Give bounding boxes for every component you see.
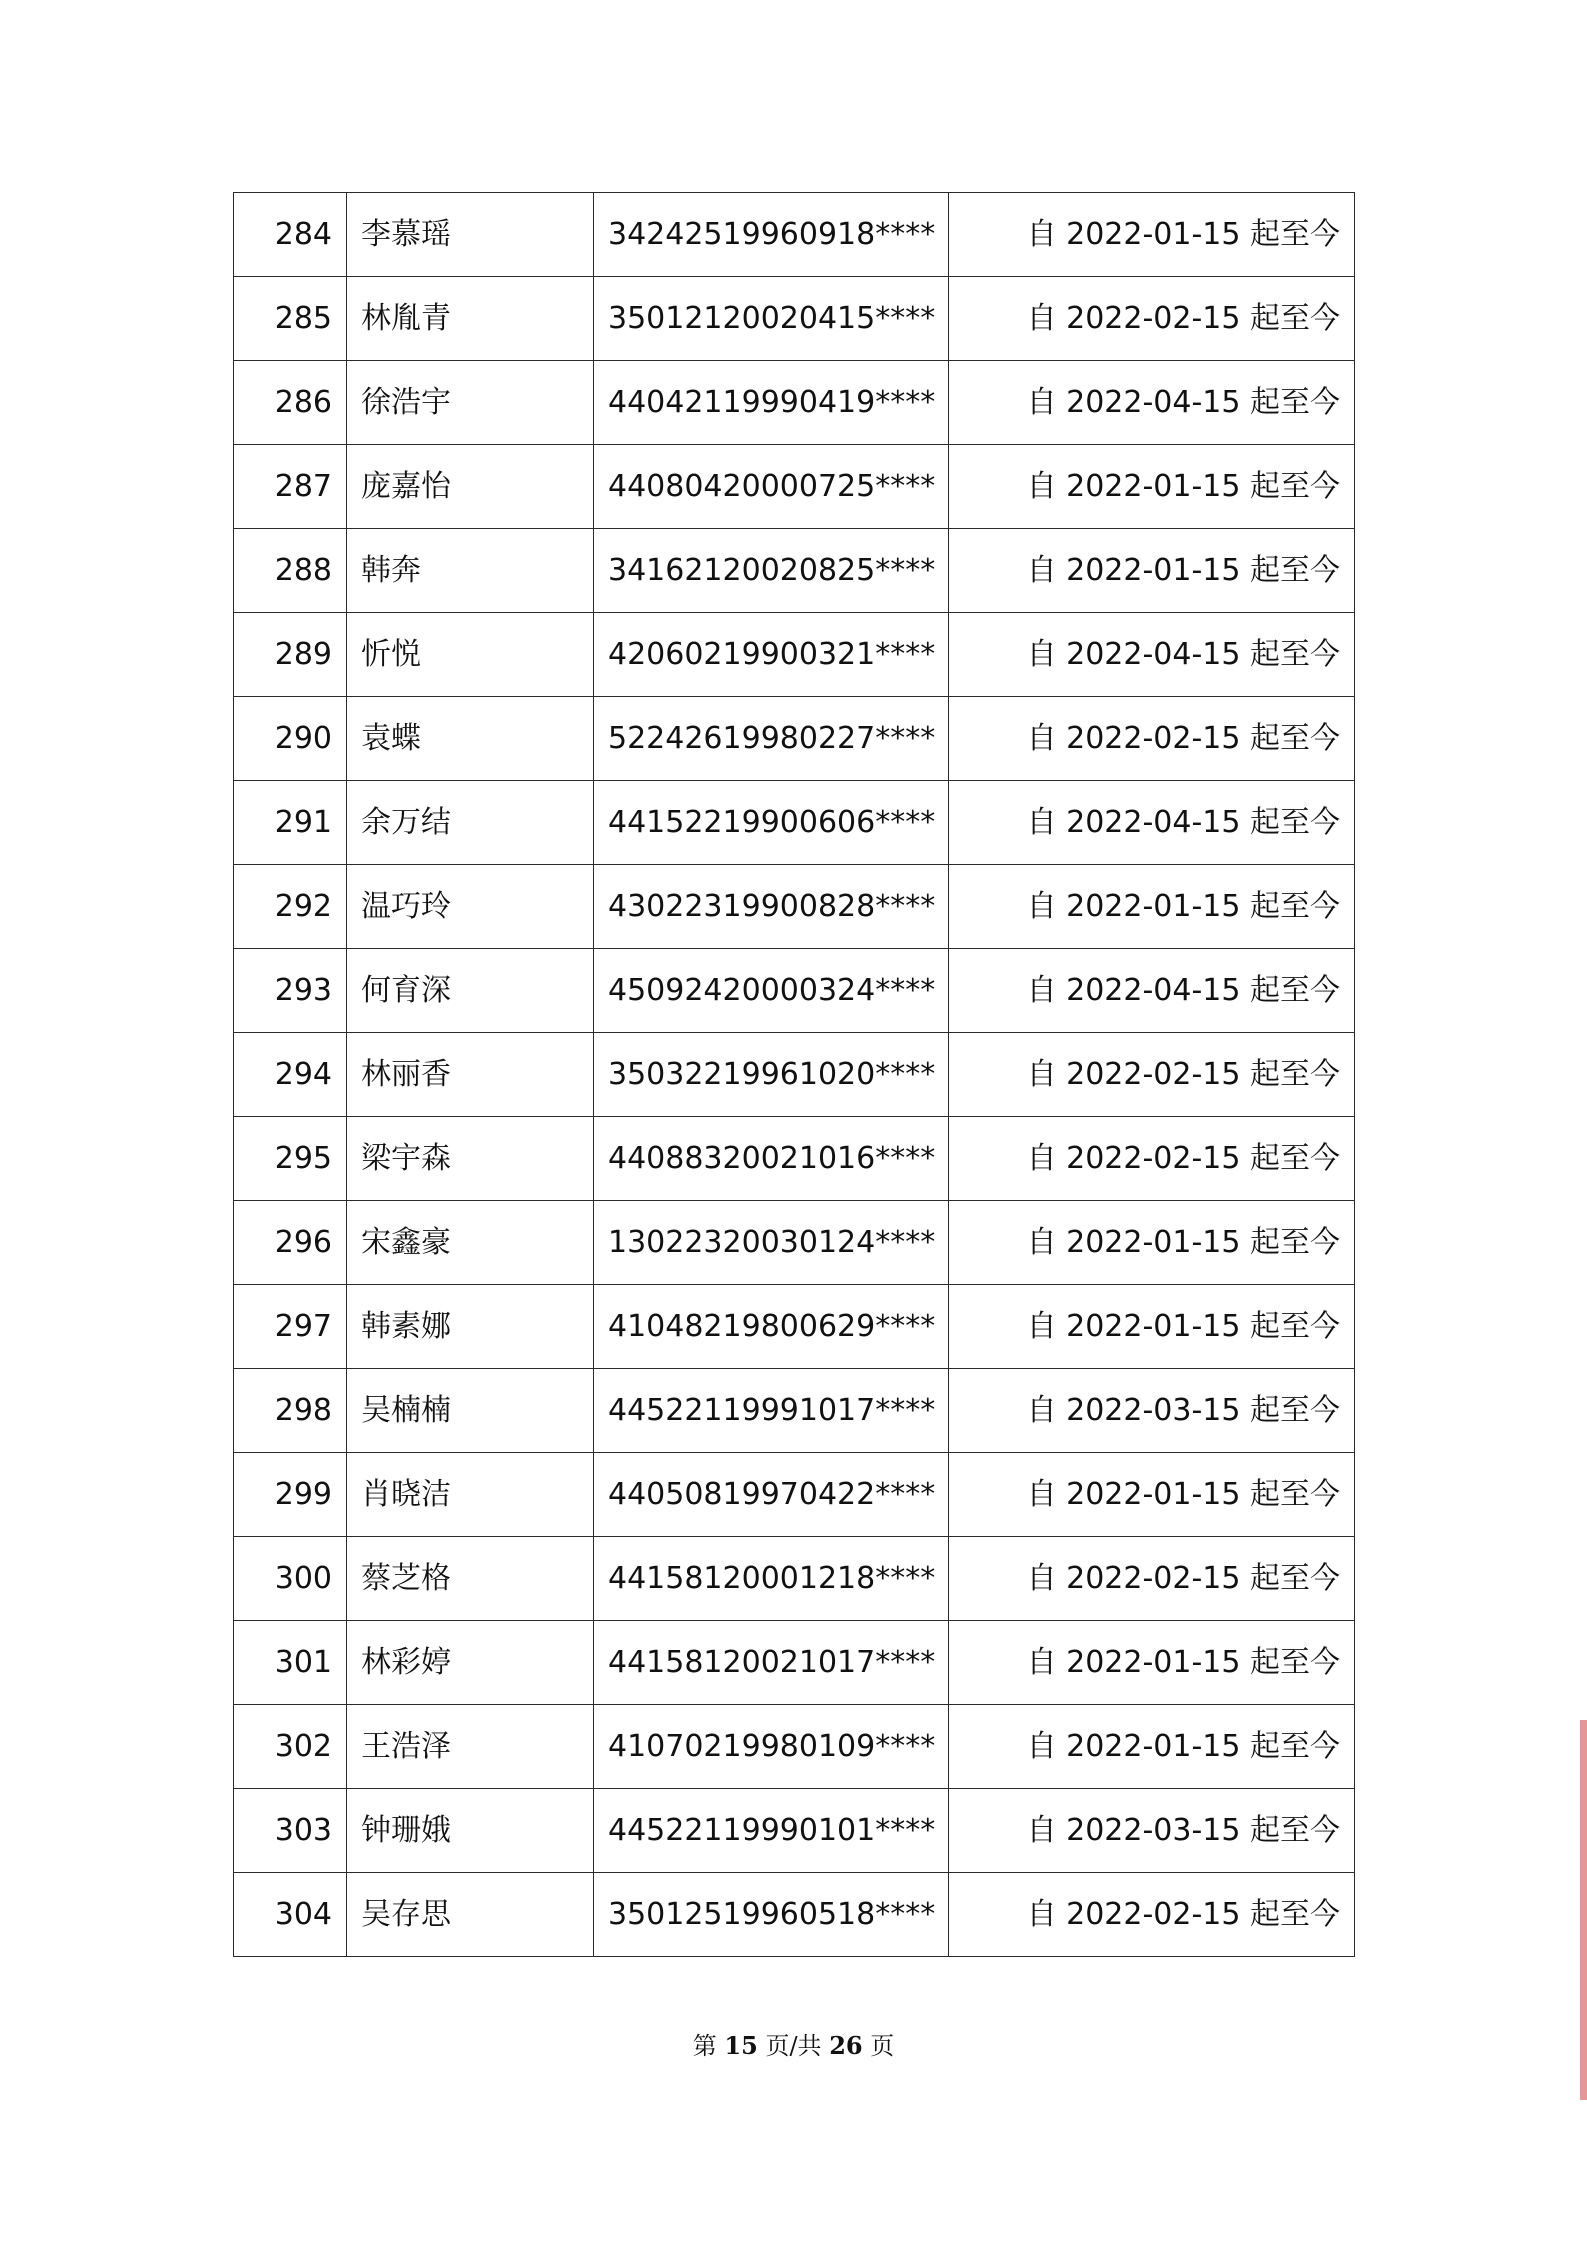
person-name: 袁蝶 (347, 697, 594, 781)
row-number: 289 (234, 613, 347, 697)
id-number: 42060219900321**** (594, 613, 949, 697)
table-row (234, 1033, 1355, 1117)
table-row (234, 1537, 1355, 1621)
person-name: 宋鑫豪 (347, 1201, 594, 1285)
id-number: 44088320021016**** (594, 1117, 949, 1201)
period-text: 自 2022-01-15 起至今 (949, 193, 1355, 277)
id-number: 13022320030124**** (594, 1201, 949, 1285)
row-number: 285 (234, 277, 347, 361)
period-text: 自 2022-04-15 起至今 (949, 361, 1355, 445)
period-text: 自 2022-01-15 起至今 (949, 1705, 1355, 1789)
period-text: 自 2022-01-15 起至今 (949, 1285, 1355, 1369)
period-text: 自 2022-01-15 起至今 (949, 865, 1355, 949)
roster-table (233, 192, 1355, 1957)
period-text: 自 2022-02-15 起至今 (949, 1873, 1355, 1957)
id-number: 41048219800629**** (594, 1285, 949, 1369)
row-number: 296 (234, 1201, 347, 1285)
period-text: 自 2022-01-15 起至今 (949, 1621, 1355, 1705)
row-number: 292 (234, 865, 347, 949)
row-number: 302 (234, 1705, 347, 1789)
footer-prefix: 第 (692, 2032, 717, 2060)
period-text: 自 2022-01-15 起至今 (949, 529, 1355, 613)
person-name: 韩素娜 (347, 1285, 594, 1369)
period-text: 自 2022-02-15 起至今 (949, 1033, 1355, 1117)
table-row (234, 613, 1355, 697)
person-name: 韩奔 (347, 529, 594, 613)
id-number: 44050819970422**** (594, 1453, 949, 1537)
person-name: 林胤青 (347, 277, 594, 361)
footer-suffix: 页 (870, 2032, 895, 2060)
table-row (234, 865, 1355, 949)
period-text: 自 2022-01-15 起至今 (949, 1201, 1355, 1285)
table-row (234, 529, 1355, 613)
id-number: 34162120020825**** (594, 529, 949, 613)
id-number: 52242619980227**** (594, 697, 949, 781)
person-name: 庞嘉怡 (347, 445, 594, 529)
row-number: 303 (234, 1789, 347, 1873)
table-row (234, 1705, 1355, 1789)
row-number: 286 (234, 361, 347, 445)
row-number: 284 (234, 193, 347, 277)
period-text: 自 2022-03-15 起至今 (949, 1369, 1355, 1453)
row-number: 299 (234, 1453, 347, 1537)
period-text: 自 2022-02-15 起至今 (949, 697, 1355, 781)
row-number: 298 (234, 1369, 347, 1453)
id-number: 35012120020415**** (594, 277, 949, 361)
period-text: 自 2022-01-15 起至今 (949, 1453, 1355, 1537)
footer-total-pages: 26 (829, 2031, 863, 2060)
period-text: 自 2022-04-15 起至今 (949, 613, 1355, 697)
period-text: 自 2022-01-15 起至今 (949, 445, 1355, 529)
table-row (234, 1369, 1355, 1453)
row-number: 290 (234, 697, 347, 781)
row-number: 297 (234, 1285, 347, 1369)
id-number: 44152219900606**** (594, 781, 949, 865)
period-text: 自 2022-03-15 起至今 (949, 1789, 1355, 1873)
id-number: 35032219961020**** (594, 1033, 949, 1117)
person-name: 肖晓洁 (347, 1453, 594, 1537)
person-name: 余万结 (347, 781, 594, 865)
row-number: 288 (234, 529, 347, 613)
person-name: 温巧玲 (347, 865, 594, 949)
id-number: 35012519960518**** (594, 1873, 949, 1957)
person-name: 吴楠楠 (347, 1369, 594, 1453)
roster-table-body (234, 193, 1355, 1957)
row-number: 293 (234, 949, 347, 1033)
person-name: 李慕瑶 (347, 193, 594, 277)
table-row (234, 1789, 1355, 1873)
person-name: 何育深 (347, 949, 594, 1033)
table-row (234, 949, 1355, 1033)
period-text: 自 2022-02-15 起至今 (949, 1117, 1355, 1201)
seal-edge-mark (1580, 1720, 1587, 2100)
table-row (234, 1117, 1355, 1201)
period-text: 自 2022-04-15 起至今 (949, 949, 1355, 1033)
footer-current-page: 15 (724, 2031, 758, 2060)
id-number: 44522119991017**** (594, 1369, 949, 1453)
id-number: 44522119990101**** (594, 1789, 949, 1873)
table-row (234, 445, 1355, 529)
period-text: 自 2022-04-15 起至今 (949, 781, 1355, 865)
person-name: 忻悦 (347, 613, 594, 697)
id-number: 44042119990419**** (594, 361, 949, 445)
id-number: 43022319900828**** (594, 865, 949, 949)
period-text: 自 2022-02-15 起至今 (949, 1537, 1355, 1621)
table-row (234, 361, 1355, 445)
row-number: 294 (234, 1033, 347, 1117)
table-row (234, 1621, 1355, 1705)
row-number: 301 (234, 1621, 347, 1705)
table-row (234, 781, 1355, 865)
table-row (234, 1201, 1355, 1285)
table-row (234, 697, 1355, 781)
table-row (234, 1453, 1355, 1537)
row-number: 291 (234, 781, 347, 865)
id-number: 44158120001218**** (594, 1537, 949, 1621)
person-name: 林彩婷 (347, 1621, 594, 1705)
row-number: 287 (234, 445, 347, 529)
person-name: 王浩泽 (347, 1705, 594, 1789)
row-number: 304 (234, 1873, 347, 1957)
period-text: 自 2022-02-15 起至今 (949, 277, 1355, 361)
page-footer (0, 2026, 1587, 2061)
id-number: 44080420000725**** (594, 445, 949, 529)
id-number: 45092420000324**** (594, 949, 949, 1033)
person-name: 钟珊娥 (347, 1789, 594, 1873)
footer-middle: 页/共 (765, 2032, 822, 2060)
person-name: 吴存思 (347, 1873, 594, 1957)
person-name: 梁宇森 (347, 1117, 594, 1201)
row-number: 295 (234, 1117, 347, 1201)
table-row (234, 193, 1355, 277)
table-row (234, 1285, 1355, 1369)
id-number: 34242519960918**** (594, 193, 949, 277)
table-row (234, 277, 1355, 361)
table-row (234, 1873, 1355, 1957)
person-name: 林丽香 (347, 1033, 594, 1117)
person-name: 蔡芝格 (347, 1537, 594, 1621)
id-number: 41070219980109**** (594, 1705, 949, 1789)
row-number: 300 (234, 1537, 347, 1621)
id-number: 44158120021017**** (594, 1621, 949, 1705)
person-name: 徐浩宇 (347, 361, 594, 445)
